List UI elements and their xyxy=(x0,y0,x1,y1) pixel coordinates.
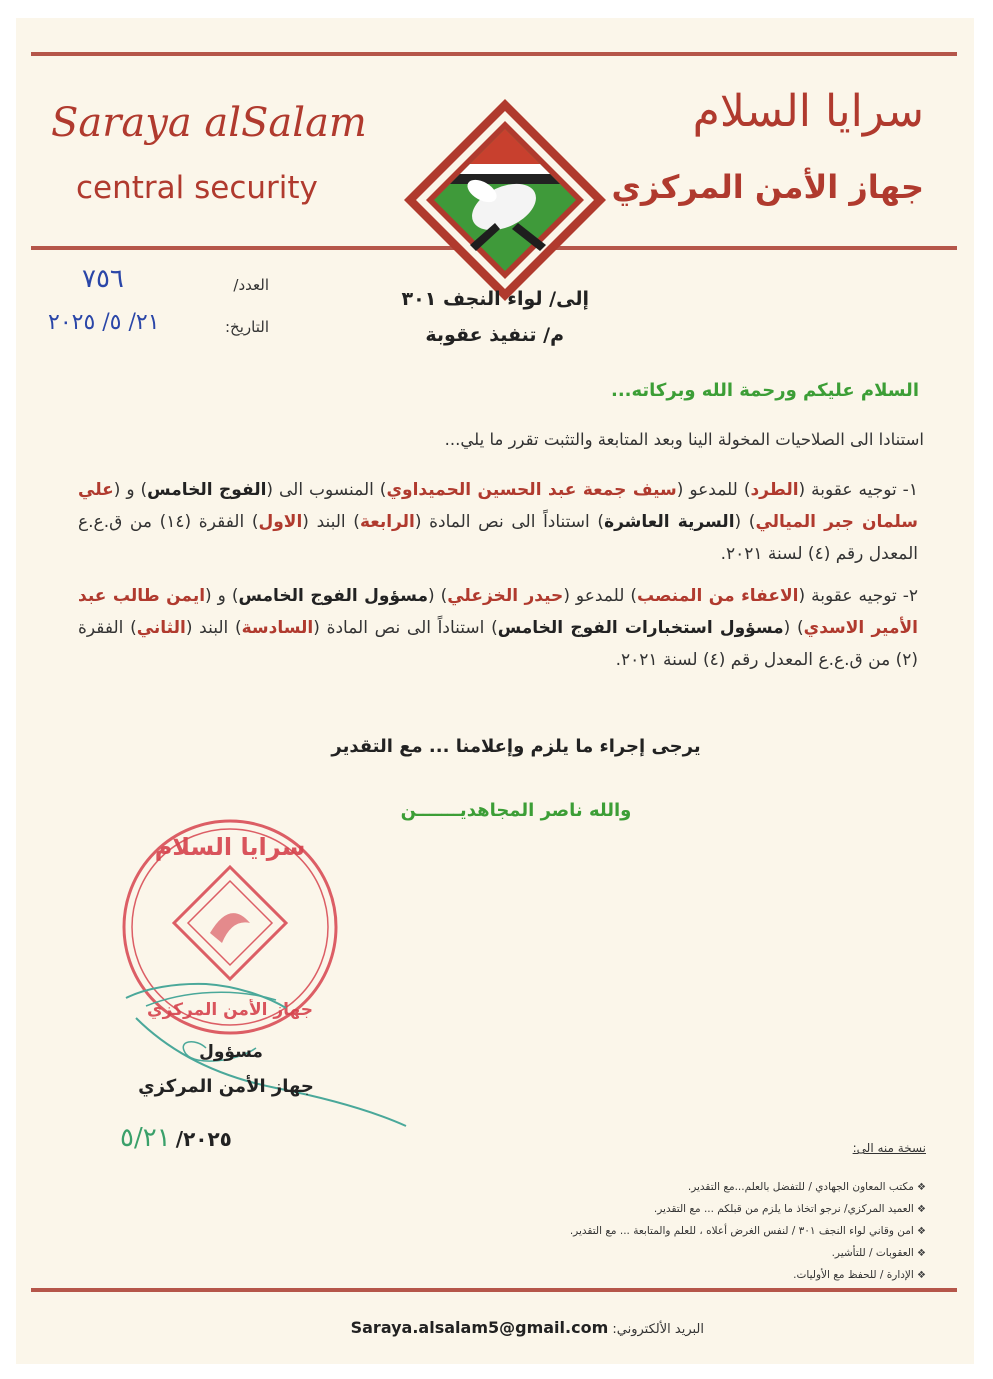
copy-item: ❖ العميد المركزي/ نرجو اتخاذ ما يلزم من قبلكم ... مع التقدير. xyxy=(366,1198,926,1220)
email-address[interactable]: Saraya.alsalam5@gmail.com xyxy=(350,1318,609,1337)
signatory-title: مسؤول xyxy=(199,1042,263,1062)
english-org-name: Saraya alSalam xyxy=(51,100,367,146)
signature-date xyxy=(114,1123,232,1153)
footer-email xyxy=(351,1318,704,1337)
signature-date-handwritten: ٥/٢١ xyxy=(120,1123,171,1153)
english-unit-name: central security xyxy=(76,170,318,206)
greeting: السلام عليكم ورحمة الله وبركاته... xyxy=(610,380,919,401)
copy-item: ❖ مكتب المعاون الجهادي / للتفضل بالعلم...مع التقدير. xyxy=(366,1176,926,1198)
email-label: البريد الألكتروني: xyxy=(612,1322,704,1337)
header-top-rule xyxy=(31,52,957,56)
intro-text: استنادا الى الصلاحيات المخولة الينا وبعد المتابعة والتثبت تقرر ما يلي... xyxy=(444,430,924,449)
motto-line: والله ناصر المجاهديـــــــن xyxy=(400,800,632,821)
number-label: العدد/ xyxy=(233,276,269,294)
arabic-org-name: سرايا السلام xyxy=(692,86,924,137)
decision-item-1: ١- توجيه عقوبة (الطرد) للمدعو (سيف جمعة عبد الحسين الحميداوي) المنسوب الى (الفوج الخامس) و (علي سلمان جبر الميالي) (السرية العاشرة) استناداً الى نص المادة (الرابعة) البند (الاول) الفقرة (١٤) من ق.ع.ع المعدل رقم (٤) لسنة ٢٠٢١. xyxy=(78,480,918,564)
copy-item: ❖ الإدارة / للحفظ مع الأوليات. xyxy=(366,1264,926,1286)
copies-heading: نسخة منه الى: xyxy=(852,1141,926,1155)
organization-logo xyxy=(400,95,610,305)
copy-item: ❖ العقوبات / للتأشير. xyxy=(366,1242,926,1264)
stamp-bottom-text: جهاز الأمن المركزي xyxy=(146,1000,314,1020)
date-label: التاريخ: xyxy=(225,318,269,336)
closing-line: يرجى إجراء ما يلزم وإعلامنا ... مع التقدير xyxy=(331,736,701,757)
number-value: ٧٥٦ xyxy=(82,264,124,294)
date-value: ٢١/ ٥/ ٢٠٢٥ xyxy=(48,310,160,335)
signature-date-printed: ٢٠٢٥/ xyxy=(175,1127,232,1151)
copy-item: ❖ امن وقاني لواء النجف ٣٠١ / لنفس الغرض أعلاه ، للعلم والمتابعة ... مع التقدير. xyxy=(366,1220,926,1242)
subject-line: م/ تنفيذ عقوبة xyxy=(425,324,564,346)
decision-item-2: ٢- توجيه عقوبة (الاعفاء من المنصب) للمدعو (حيدر الخزعلي) (مسؤول الفوج الخامس) و (ايمن طالب عبد الأمير الاسدي) (مسؤول استخبارات الفوج الخامس) استناداً الى نص المادة (السادسة) البند (الثاني) الفقرة (٢) من ق.ع.ع المعدل رقم (٤) لسنة ٢٠٢١. xyxy=(78,586,918,670)
footer-rule xyxy=(31,1288,957,1292)
document-page xyxy=(16,18,974,1364)
recipient-line: إلى/ لواء النجف ٣٠١ xyxy=(401,288,589,310)
stamp-top-text: سرايا السلام xyxy=(154,833,306,861)
arabic-unit-name: جهاز الأمن المركزي xyxy=(611,168,924,206)
signatory-unit: جهاز الأمن المركزي xyxy=(138,1076,314,1097)
copies-list xyxy=(366,1176,926,1286)
